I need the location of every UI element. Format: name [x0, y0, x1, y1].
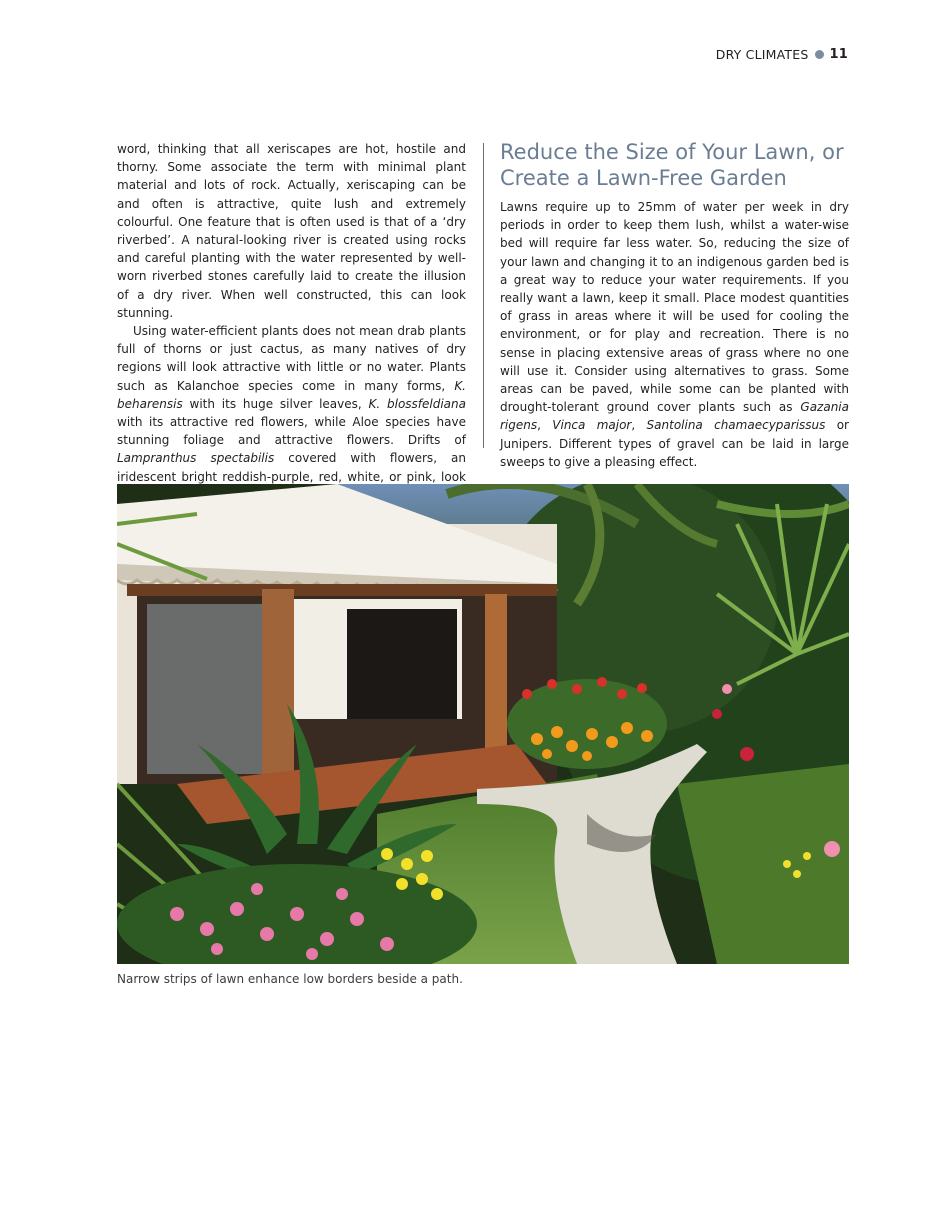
- running-head: [716, 47, 848, 62]
- page-number: 11: [829, 47, 848, 62]
- garden-photo: [117, 484, 849, 964]
- right-paragraph-1: [500, 198, 849, 471]
- text-run: covered with flowers, an iridescent bright reddish-purple, red, white, or pink, look: [117, 451, 467, 484]
- species-name: Santolina chamaecyparissus: [646, 418, 826, 433]
- bullet-dot-icon: [815, 50, 824, 59]
- right-column: [500, 140, 849, 471]
- text-run: with its attractive red flowers, while Aloe species have stunning foliage and attractive flowers. Drifts of: [117, 415, 466, 448]
- species-name: Vinca major: [552, 418, 632, 433]
- text-run: ,: [631, 418, 647, 433]
- photo-caption: Narrow strips of lawn enhance low borders beside a path.: [117, 972, 463, 986]
- text-run: Lawns require up to 25mm of water per week in dry periods in order to keep them lush, whilst a water-wise bed will require far less water. So, reducing the size of your lawn and changing it to an indigenous garden bed is a great way to reduce your water requirements. If you really want a lawn, keep it small. Place modest quantities of grass in areas where it will be used for cooling the environment, or for play and recreation. There is no sense in placing extensive areas of grass where no one will use it. Consider using alternatives to grass. Some areas can be paved, while some can be planted with drought-tolerant ground cover plants such as: [500, 200, 849, 415]
- column-divider: [483, 143, 484, 448]
- text-run: with its huge silver leaves,: [182, 396, 369, 411]
- text-run: Using water-efficient plants does not mean drab plants full of thorns or just cactus, as many natives of dry regions will look attractive with little or no water. Plants such as Kalanchoe species come in many forms,: [117, 324, 466, 393]
- text-run: or Junipers. Different types of gravel can be laid in large sweeps to give a pleasing effect.: [500, 418, 849, 469]
- species-name: Gazania rigens: [500, 400, 849, 433]
- text-run: ,: [537, 418, 553, 433]
- species-name: Lampranthus spectabilis: [117, 451, 275, 466]
- left-column: [117, 140, 466, 522]
- section-heading: Reduce the Size of Your Lawn, or Create a Lawn-Free Garden: [500, 140, 844, 190]
- running-head-section: DRY CLIMATES: [715, 47, 809, 62]
- species-name: K. beharensis: [117, 378, 466, 411]
- left-paragraph-1: word, thinking that all xeriscapes are hot, hostile and thorny. Some associate the term with minimal plant material and lots of rock. Actually, xeriscaping can be and often is attractive, quite lush and extremely colourful. One feature that is often used is that of a ‘dry riverbed’. A natural-looking river is created using rocks and careful planting with the water represented by well-worn riverbed stones carefully laid to create the illusion of a dry river. When well constructed, this can look stunning.: [117, 142, 466, 320]
- species-name: K. blossfeldiana: [368, 396, 466, 411]
